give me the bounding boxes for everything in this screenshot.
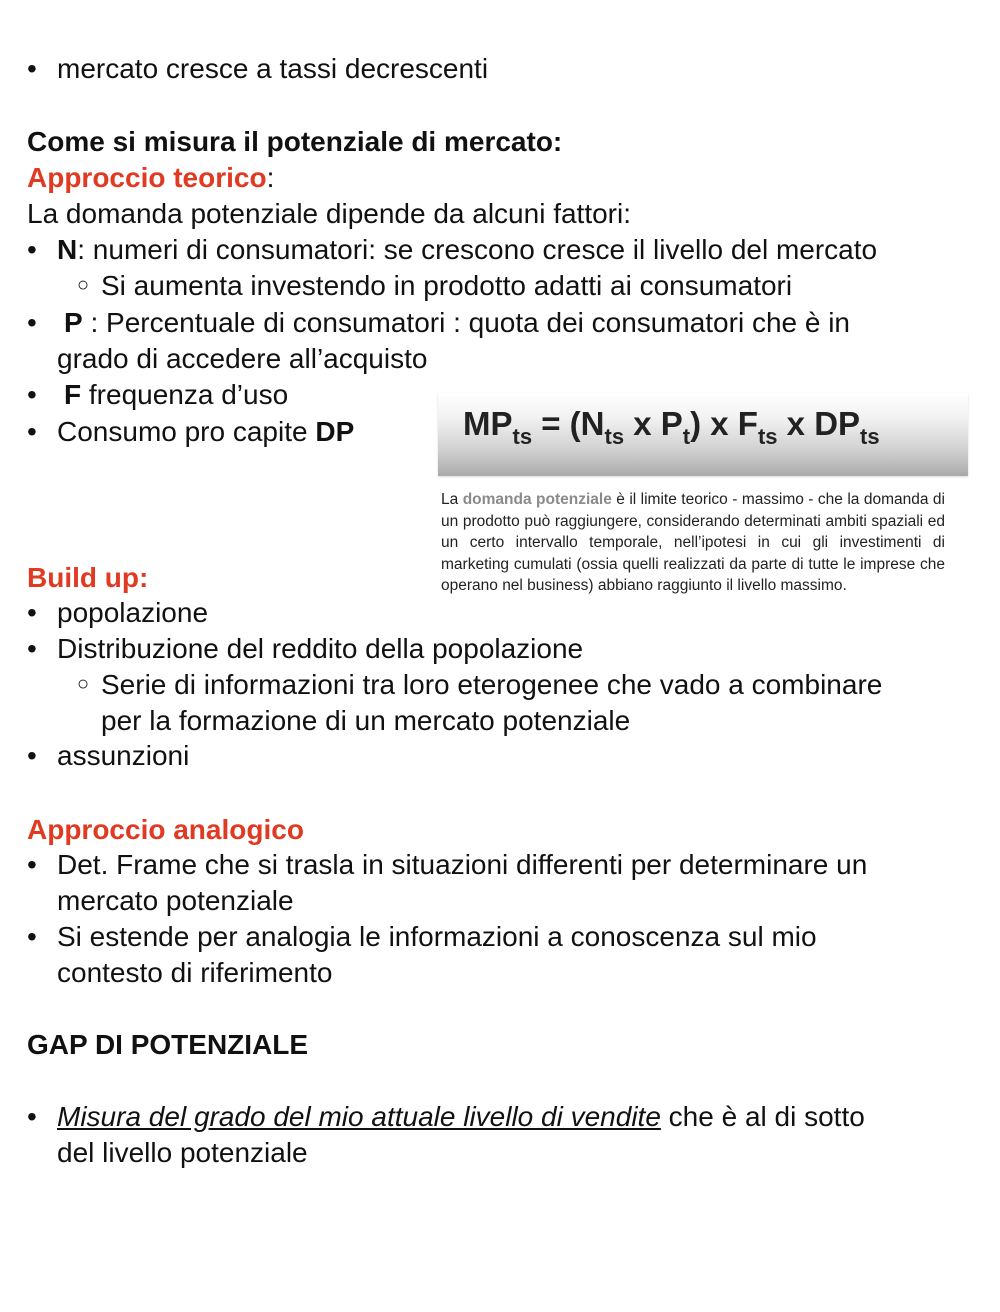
buildup-sub-text-2: per la formazione di un mercato potenziale bbox=[101, 705, 631, 736]
f-factor-text bbox=[64, 377, 288, 413]
p-factor-text-2: grado di accedere all’acquisto bbox=[57, 343, 428, 374]
measure-heading: Come si misura il potenziale di mercato: bbox=[27, 126, 563, 157]
n-key: N bbox=[57, 234, 78, 265]
p-factor-text bbox=[64, 305, 850, 341]
bullet-mark: • bbox=[27, 849, 37, 880]
bullet-mark: • bbox=[27, 1101, 37, 1132]
analogic-heading: Approccio analogico bbox=[27, 814, 304, 845]
analogic-item-2-line-2: contesto di riferimento bbox=[57, 957, 333, 988]
formula-image bbox=[438, 393, 968, 476]
analogic-item-2: Si estende per analogia le informazioni a conoscenza sul mio bbox=[57, 921, 817, 952]
gap-item-line-2: del livello potenziale bbox=[57, 1137, 308, 1168]
buildup-item: assunzioni bbox=[57, 740, 190, 771]
theoretical-label: Approccio teorico bbox=[27, 162, 267, 193]
theoretical-intro: La domanda potenziale dipende da alcuni fattori: bbox=[27, 198, 631, 229]
sub-bullet-mark: ○ bbox=[77, 274, 90, 296]
p-desc: : Percentuale di consumatori : quota dei consumatori che è in bbox=[82, 307, 851, 338]
bullet-mark: • bbox=[27, 921, 37, 952]
analogic-item-1: Det. Frame che si trasla in situazioni differenti per determinare un bbox=[57, 849, 868, 880]
gap-rest: che è al di sotto bbox=[660, 1101, 865, 1132]
n-desc: : numeri di consumatori: se crescono cresce il livello del mercato bbox=[77, 234, 878, 265]
gap-heading: GAP DI POTENZIALE bbox=[27, 1029, 309, 1060]
buildup-sub-text: Serie di informazioni tra loro eterogenee che vado a combinare bbox=[101, 669, 883, 700]
gap-underlined: Misura del grado del mio attuale livello di vendite bbox=[57, 1101, 661, 1132]
intro-bullet-text: mercato cresce a tassi decrescenti bbox=[57, 53, 489, 84]
bullet-mark: • bbox=[27, 597, 37, 628]
bullet-mark: • bbox=[27, 379, 37, 410]
buildup-heading: Build up: bbox=[27, 562, 149, 593]
p-key: P bbox=[64, 307, 83, 338]
sub-bullet-mark: ○ bbox=[77, 673, 90, 695]
f-key: F bbox=[64, 379, 82, 410]
bullet-mark: • bbox=[27, 234, 37, 265]
n-factor-text bbox=[57, 232, 877, 268]
bullet-mark: • bbox=[27, 633, 37, 664]
gap-item bbox=[57, 1099, 865, 1135]
dp-factor-text bbox=[57, 414, 354, 450]
buildup-item: popolazione bbox=[57, 597, 209, 628]
bullet-mark: • bbox=[27, 416, 37, 447]
analogic-item-1-line-2: mercato potenziale bbox=[57, 885, 294, 916]
dp-desc: Consumo pro capite bbox=[57, 416, 316, 447]
theoretical-heading bbox=[27, 161, 274, 195]
bullet-mark: • bbox=[27, 307, 37, 338]
bullet-mark: • bbox=[27, 53, 37, 84]
n-sub-text: Si aumenta investendo in prodotto adatti ai consumatori bbox=[101, 270, 793, 301]
formula-text: $MP_{ts} = (N_{ts}$ x $P_t$) x $F_{ts}$ x $DP_{ts}$ bbox=[463, 405, 880, 449]
theoretical-colon: : bbox=[266, 162, 275, 193]
formula-caption: La domanda potenziale è il limite teorico - massimo - che la domanda di un prodotto può raggiungere, considerando determinati ambiti spaziali ed un certo intervallo temporale, nell’ipotesi in cui gli investimenti di marketing cumulati (ossia quelli realizzati da parte di tutte le imprese che operano nel business) abbiano raggiunto il livello massimo. bbox=[441, 491, 945, 594]
f-desc: frequenza d’uso bbox=[81, 379, 289, 410]
dp-key: DP bbox=[315, 416, 355, 447]
caption-term: domanda potenziale bbox=[462, 491, 612, 508]
bullet-mark: • bbox=[27, 740, 37, 771]
buildup-item: Distribuzione del reddito della popolazione bbox=[57, 633, 584, 664]
